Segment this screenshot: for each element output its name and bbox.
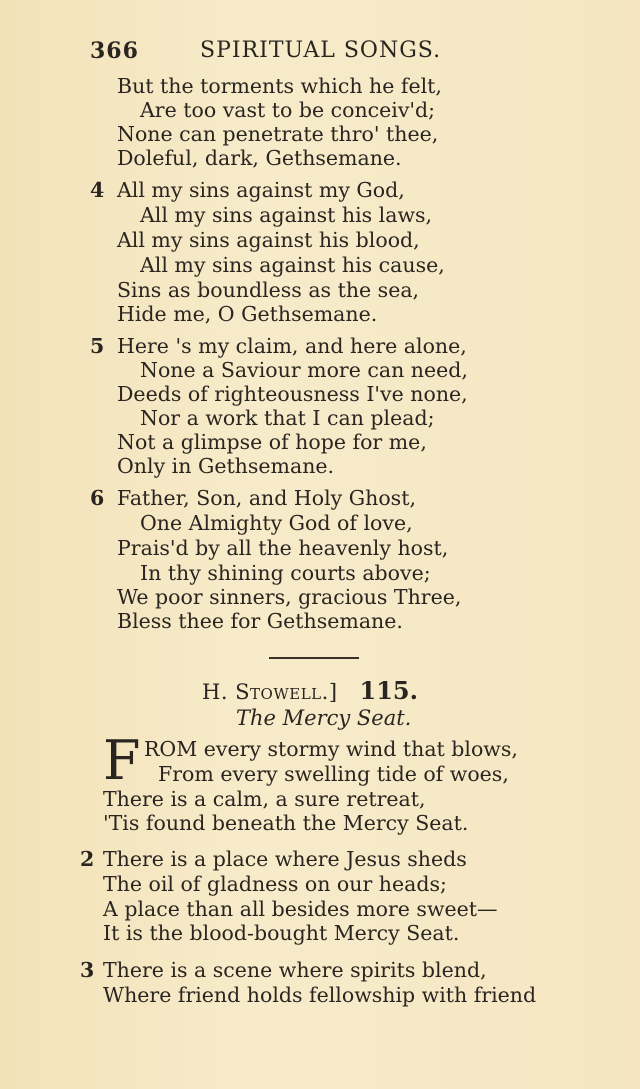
page-number: 366 [90,38,139,64]
verse-line: Nor a work that I can plead; [140,406,435,430]
verse-line: Only in Gethsemane. [117,454,335,478]
verse-line: It is the blood-bought Mercy Seat. [103,921,460,945]
hymn-title: The Mercy Seat. [236,706,412,730]
verse-line: In thy shining courts above; [140,561,431,585]
hymn-heading [202,676,418,705]
hymn-author: H. Stowell.] [202,680,338,704]
verse-line: Deeds of righteousness I've none, [117,382,468,406]
verse-line: From every swelling tide of woes, [158,762,509,786]
verse-line: All my sins against his laws, [140,203,433,227]
verse-line: There is a scene where spirits blend, [103,958,487,982]
stanza-number: 2 [80,847,95,871]
verse-line: A place than all besides more sweet— [103,897,498,921]
verse-line: Are too vast to be conceiv'd; [140,98,436,122]
verse-line: Bless thee for Gethsemane. [117,609,403,633]
hymn-number: 115. [359,676,418,705]
verse-line: Not a glimpse of hope for me, [117,430,427,454]
verse-line: All my sins against his cause, [140,253,445,277]
verse-line: Father, Son, and Holy Ghost, [117,486,416,510]
verse-line: Sins as boundless as the sea, [117,278,420,302]
verse-line: But the torments which he felt, [117,74,442,98]
bleed-through [530,60,640,1020]
verse-line: None can penetrate thro' thee, [117,122,439,146]
verse-line: There is a place where Jesus sheds [103,847,467,871]
verse-line: Here 's my claim, and here alone, [117,334,467,358]
stanza-number: 6 [90,486,105,510]
stanza-number: 5 [90,334,105,358]
running-head: SPIRITUAL SONGS. [200,38,442,63]
verse-line: The oil of gladness on our heads; [103,872,447,896]
verse-line: All my sins against my God, [117,178,405,202]
verse-line: We poor sinners, gracious Three, [117,585,462,609]
verse-line: All my sins against his blood, [117,228,420,252]
section-divider [269,657,359,659]
verse-line: Hide me, O Gethsemane. [117,302,378,326]
stanza-number: 4 [90,178,105,202]
verse-line: 'Tis found beneath the Mercy Seat. [103,811,469,835]
drop-cap: F [103,729,141,792]
verse-line: Doleful, dark, Gethsemane. [117,146,402,170]
verse-line: Prais'd by all the heavenly host, [117,536,449,560]
verse-line: There is a calm, a sure retreat, [103,787,426,811]
verse-line: One Almighty God of love, [140,511,413,535]
verse-line: Where friend holds fellowship with friend [103,983,537,1007]
verse-line: None a Saviour more can need, [140,358,468,382]
verse-line: ROM every stormy wind that blows, [144,737,518,761]
stanza-number: 3 [80,958,95,982]
